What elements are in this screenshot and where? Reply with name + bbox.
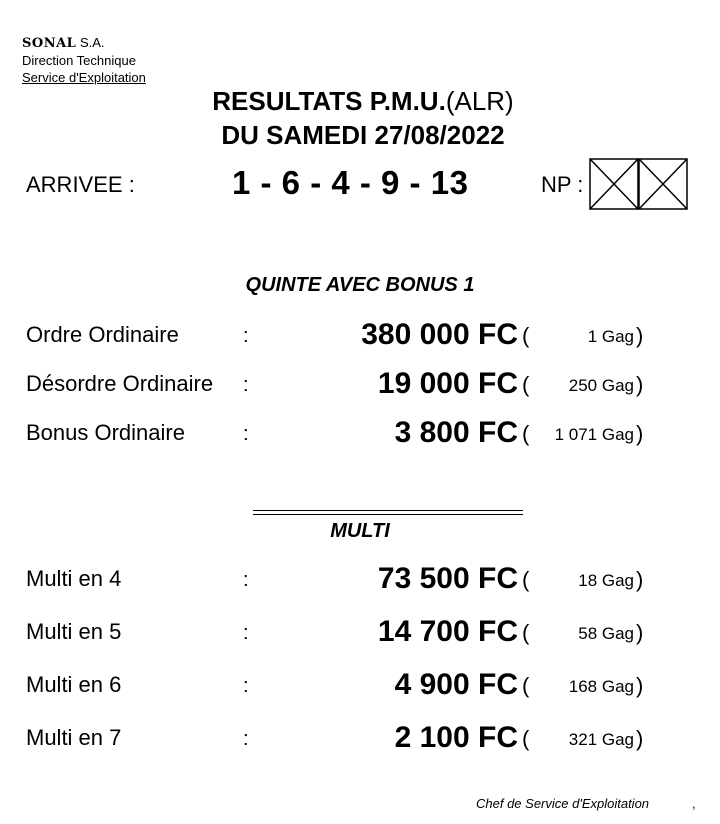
signature-trailing-mark: , (692, 796, 696, 811)
row-amount: 3 800 FC (394, 416, 518, 449)
row-amount: 4 900 FC (394, 668, 518, 701)
paren-close: ) (636, 620, 644, 645)
np-crossed-boxes-icon (589, 158, 689, 210)
organization-header (22, 34, 146, 86)
title-suffix: (ALR) (445, 86, 514, 116)
paren-close: ) (636, 372, 644, 397)
row-label: Ordre Ordinaire (26, 322, 179, 347)
page-title (0, 86, 720, 117)
company-brand: SONAL (22, 36, 77, 51)
paren-open: ( (522, 372, 530, 397)
row-count: 58 Gag (578, 624, 634, 643)
signature-line: Chef de Service d'Exploitation (476, 796, 650, 811)
company-suffix: S.A. (79, 35, 105, 50)
quinte-heading: QUINTE AVEC BONUS 1 (245, 274, 475, 296)
paren-open: ( (522, 421, 530, 446)
paren-close: ) (636, 323, 644, 348)
row-amount: 2 100 FC (394, 721, 518, 754)
arrivee-numbers: 1 - 6 - 4 - 9 - 13 (232, 164, 469, 201)
row-count: 168 Gag (568, 677, 634, 696)
row-colon: : (243, 423, 249, 445)
paren-close: ) (636, 421, 644, 446)
paren-close: ) (636, 726, 644, 751)
row-count: 1 071 Gag (554, 425, 634, 444)
arrivee-label: ARRIVEE : (26, 172, 135, 197)
row-amount: 380 000 FC (361, 318, 518, 351)
row-colon: : (243, 675, 249, 697)
row-label: Désordre Ordinaire (26, 371, 214, 396)
paren-open: ( (522, 673, 530, 698)
paren-open: ( (522, 567, 530, 592)
row-label: Multi en 6 (26, 672, 122, 697)
paren-open: ( (522, 323, 530, 348)
paren-open: ( (522, 620, 530, 645)
row-count: 18 Gag (578, 571, 634, 590)
row-count: 1 Gag (587, 327, 634, 346)
service-line: Service d'Exploitation (22, 70, 146, 85)
np-label: NP : (541, 172, 584, 197)
page-date-line: DU SAMEDI 27/08/2022 (221, 120, 505, 150)
section-divider (253, 510, 523, 515)
row-label: Multi en 7 (26, 725, 122, 750)
paren-open: ( (522, 726, 530, 751)
row-amount: 73 500 FC (377, 562, 518, 595)
row-colon: : (243, 622, 249, 644)
row-label: Multi en 4 (26, 566, 122, 591)
row-count: 321 Gag (568, 730, 634, 749)
paren-close: ) (636, 673, 644, 698)
row-colon: : (243, 569, 249, 591)
row-count: 250 Gag (568, 376, 634, 395)
paren-close: ) (636, 567, 644, 592)
row-amount: 19 000 FC (377, 367, 518, 400)
row-colon: : (243, 325, 249, 347)
direction-line: Direction Technique (22, 53, 136, 68)
row-amount: 14 700 FC (377, 615, 518, 648)
title-main: RESULTATS P.M.U. (212, 86, 446, 116)
multi-heading: MULTI (330, 520, 390, 542)
row-colon: : (243, 728, 249, 750)
row-label: Multi en 5 (26, 619, 122, 644)
row-colon: : (243, 374, 249, 396)
row-label: Bonus Ordinaire (26, 420, 185, 445)
